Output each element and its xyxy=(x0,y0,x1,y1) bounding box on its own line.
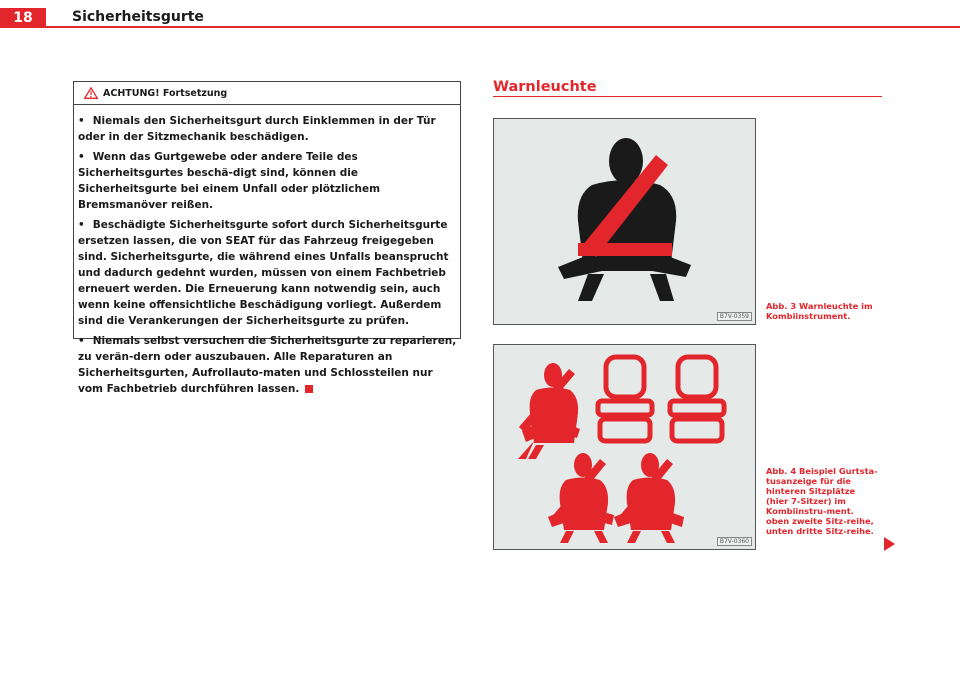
rear-belt-status-display xyxy=(494,345,755,549)
warning-triangle-icon xyxy=(84,87,98,99)
belted-occupant-icon xyxy=(548,453,614,543)
warning-item-text: Beschädigte Sicherheitsgurte sofort durch Sicherheitsgurte ersetzen lassen, die von SEAT für das Fahrzeug freigegeben sind. Sicherheitsgurte, die während eines Unfalls beansprucht und dadurch gedehnt wurden, müssen von einem Fachbetrieb erneuert werden. Die Erneuerung kann notwendig sein, auch wenn keine offensichtliche Beschädigung vorliegt. Außerdem sind die Verankerungen der Sicherheitsgurte zu prüfen. xyxy=(78,219,449,327)
warning-item xyxy=(78,149,457,213)
figure-belt-status xyxy=(493,344,756,550)
empty-seat-icon xyxy=(598,357,652,441)
warning-item xyxy=(78,217,457,329)
empty-seat-icon xyxy=(670,357,724,441)
bullet-icon: • xyxy=(78,151,85,163)
belted-occupant-icon xyxy=(614,453,684,543)
seatbelt-warning-icon xyxy=(494,119,755,324)
figure-caption: Abb. 3 Warnleuchte im Kombiinstrument. xyxy=(766,301,873,321)
continue-arrow-icon xyxy=(884,537,895,551)
warning-item-text: Wenn das Gurtgewebe oder andere Teile des Sicherheitsgurtes beschä-digt sind, können die Sicherheitsgurte bei einem Unfall oder plötzlichem Bremsmanöver reißen. xyxy=(78,151,381,211)
warning-header xyxy=(74,82,460,105)
warning-item xyxy=(78,113,457,145)
warning-item xyxy=(78,333,457,397)
bullet-icon: • xyxy=(78,115,85,127)
figure-caption: Abb. 4 Beispiel Gurtsta-tusanzeige für die hinteren Sitzplätze (hier 7-Sitzer) im Kombiinstru-ment. oben zweite Sitz-reihe, unten dritte Sitz-reihe. xyxy=(766,466,878,536)
end-of-section-icon xyxy=(305,385,313,393)
figure-warning-lamp xyxy=(493,118,756,325)
header-rule xyxy=(0,26,960,28)
section-title: Warnleuchte xyxy=(493,79,597,95)
warning-item-text: Niemals den Sicherheitsgurt durch Einklemmen in der Tür oder in der Sitzmechanik beschädigen. xyxy=(78,115,436,143)
bullet-icon: • xyxy=(78,335,85,347)
page-number: 18 xyxy=(0,8,46,28)
chapter-title: Sicherheitsgurte xyxy=(72,9,204,25)
bullet-icon: • xyxy=(78,219,85,231)
section-rule xyxy=(493,96,882,97)
warning-box xyxy=(73,81,461,395)
page-header xyxy=(0,0,960,28)
warning-heading: ACHTUNG! Fortsetzung xyxy=(103,87,228,99)
warning-item-text: Niemals selbst versuchen die Sicherheitsgurte zu reparieren, zu verän-dern oder auszubauen. Alle Reparaturen an Sicherheitsgurten, Aufrollauto-maten und Schlossteilen nur vom Fachbetrieb durchführen lassen. xyxy=(78,335,457,395)
figure-code: B7V-0360 xyxy=(717,537,752,546)
figure-code: B7V-0359 xyxy=(717,312,752,321)
belted-occupant-icon xyxy=(518,363,580,459)
warning-body xyxy=(74,105,460,397)
